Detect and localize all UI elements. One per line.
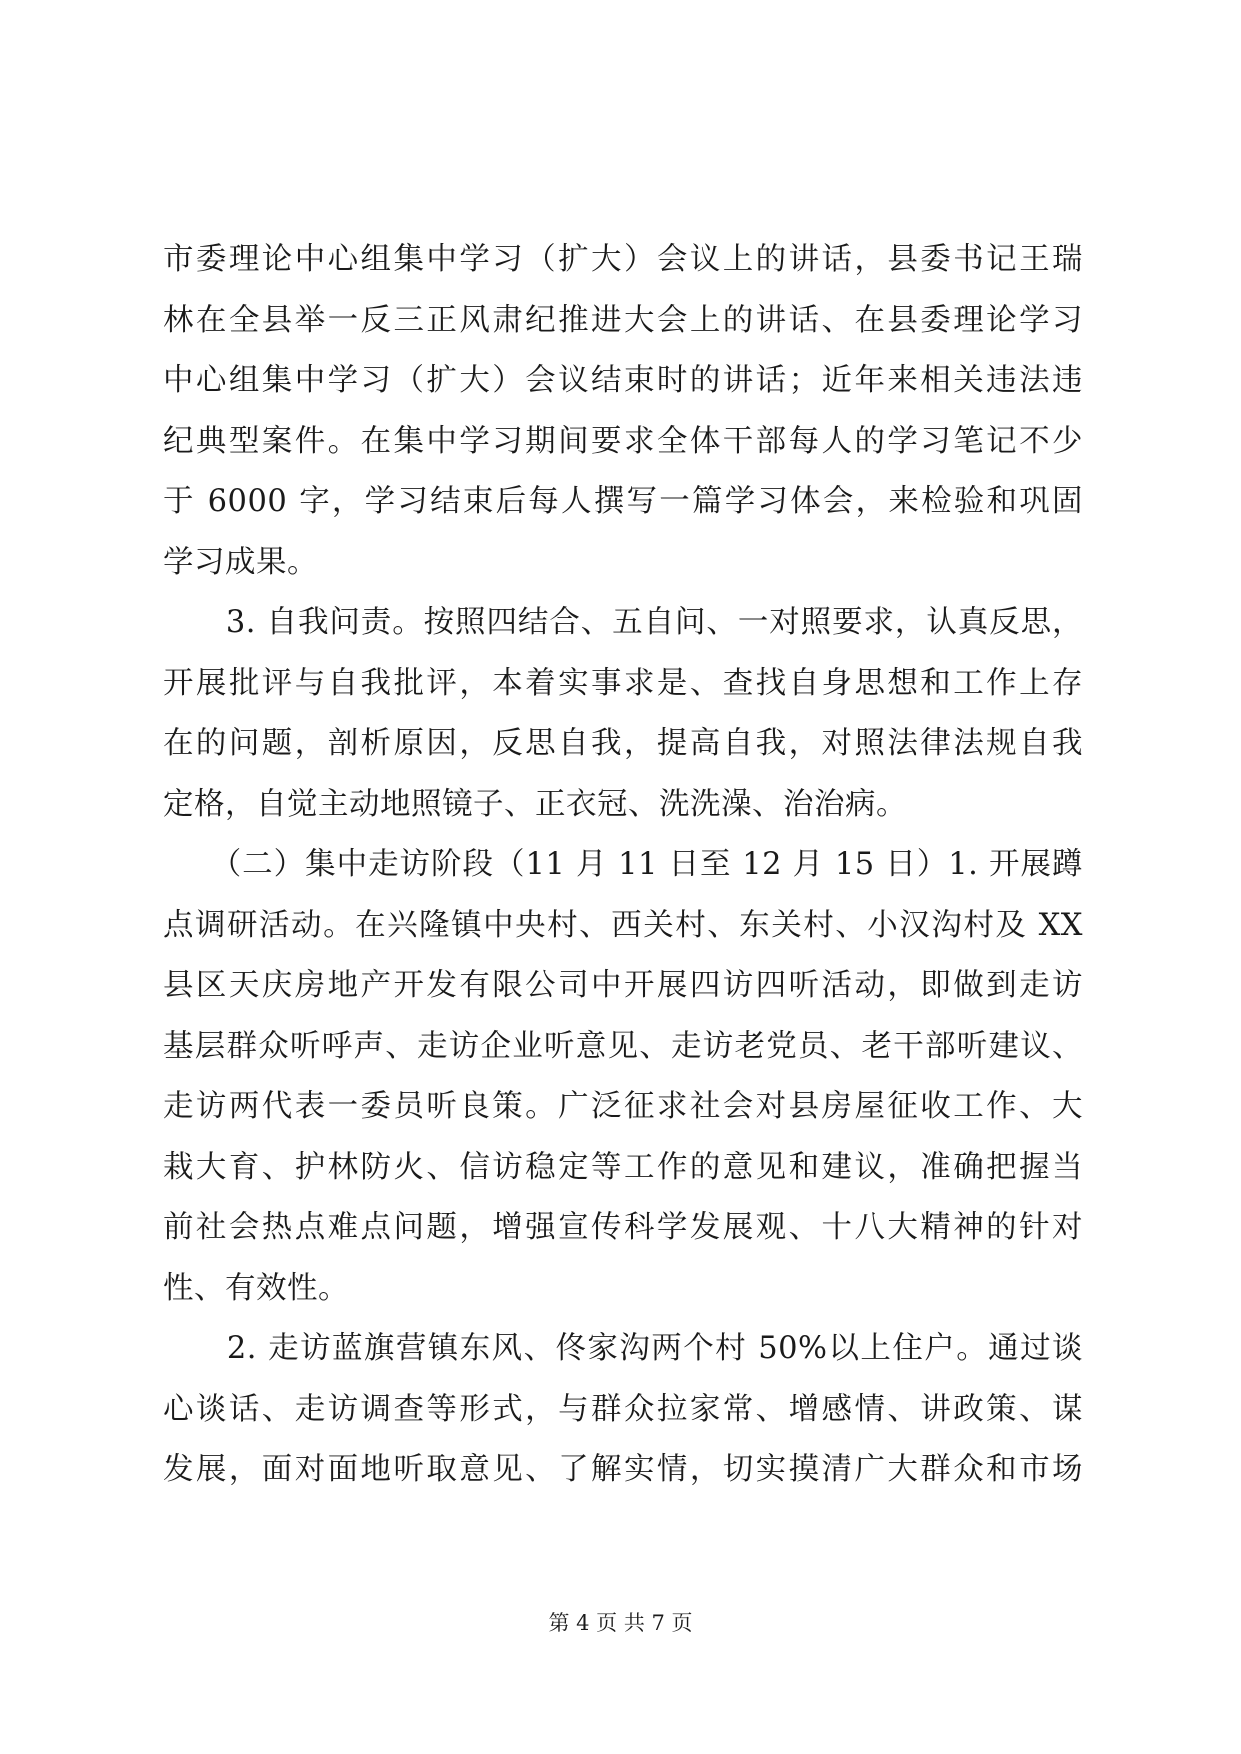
text-line: 开展批评与自我批评，本着实事求是、查找自身思想和工作上存	[163, 665, 1083, 701]
text-line: 市委理论中心组集中学习（扩大）会议上的讲话，县委书记王瑞	[163, 242, 1083, 277]
page-number-footer: 第 4 页 共 7 页	[548, 1611, 693, 1635]
text-line: 点调研活动。在兴隆镇中央村、西关村、东关村、小汉沟村及 XX	[163, 907, 1083, 943]
text-line: 性、有效性。	[163, 1270, 349, 1306]
text-line: 3. 自我问责。按照四结合、五自问、一对照要求，认真反思，	[163, 605, 1083, 640]
text-line: 前社会热点难点问题，增强宣传科学发展观、十八大精神的针对	[163, 1210, 1083, 1245]
text-line: 基层群众听呼声、走访企业听意见、走访老党员、老干部听建议、	[163, 1028, 1083, 1064]
text-line: 林在全县举一反三正风肃纪推进大会上的讲话、在县委理论学习	[163, 302, 1083, 338]
text-line: 发展，面对面地听取意见、了解实情，切实摸清广大群众和市场	[163, 1452, 1083, 1487]
text-line: 心谈话、走访调查等形式，与群众拉家常、增感情、讲政策、谋	[163, 1391, 1083, 1427]
text-line: 县区天庆房地产开发有限公司中开展四访四听活动，即做到走访	[163, 968, 1083, 1003]
text-line: 2. 走访蓝旗营镇东风、佟家沟两个村 50%以上住户。通过谈	[163, 1331, 1083, 1366]
text-line: （二）集中走访阶段（11 月 11 日至 12 月 15 日）1. 开展蹲	[163, 847, 1083, 882]
text-line: 纪典型案件。在集中学习期间要求全体干部每人的学习笔记不少	[163, 423, 1083, 459]
text-line: 定格，自觉主动地照镜子、正衣冠、洗洗澡、治治病。	[163, 786, 907, 822]
text-line: 于 6000 字，学习结束后每人撰写一篇学习体会，来检验和巩固	[163, 484, 1083, 519]
text-line: 中心组集中学习（扩大）会议结束时的讲话；近年来相关违法违	[163, 363, 1083, 398]
body-text	[163, 230, 1083, 1501]
text-line: 学习成果。	[163, 544, 318, 580]
text-line: 在的问题，剖析原因，反思自我，提高自我，对照法律法规自我	[163, 726, 1083, 761]
text-line: 栽大育、护林防火、信访稳定等工作的意见和建议，准确把握当	[163, 1149, 1083, 1185]
text-line: 走访两代表一委员听良策。广泛征求社会对县房屋征收工作、大	[163, 1089, 1083, 1124]
